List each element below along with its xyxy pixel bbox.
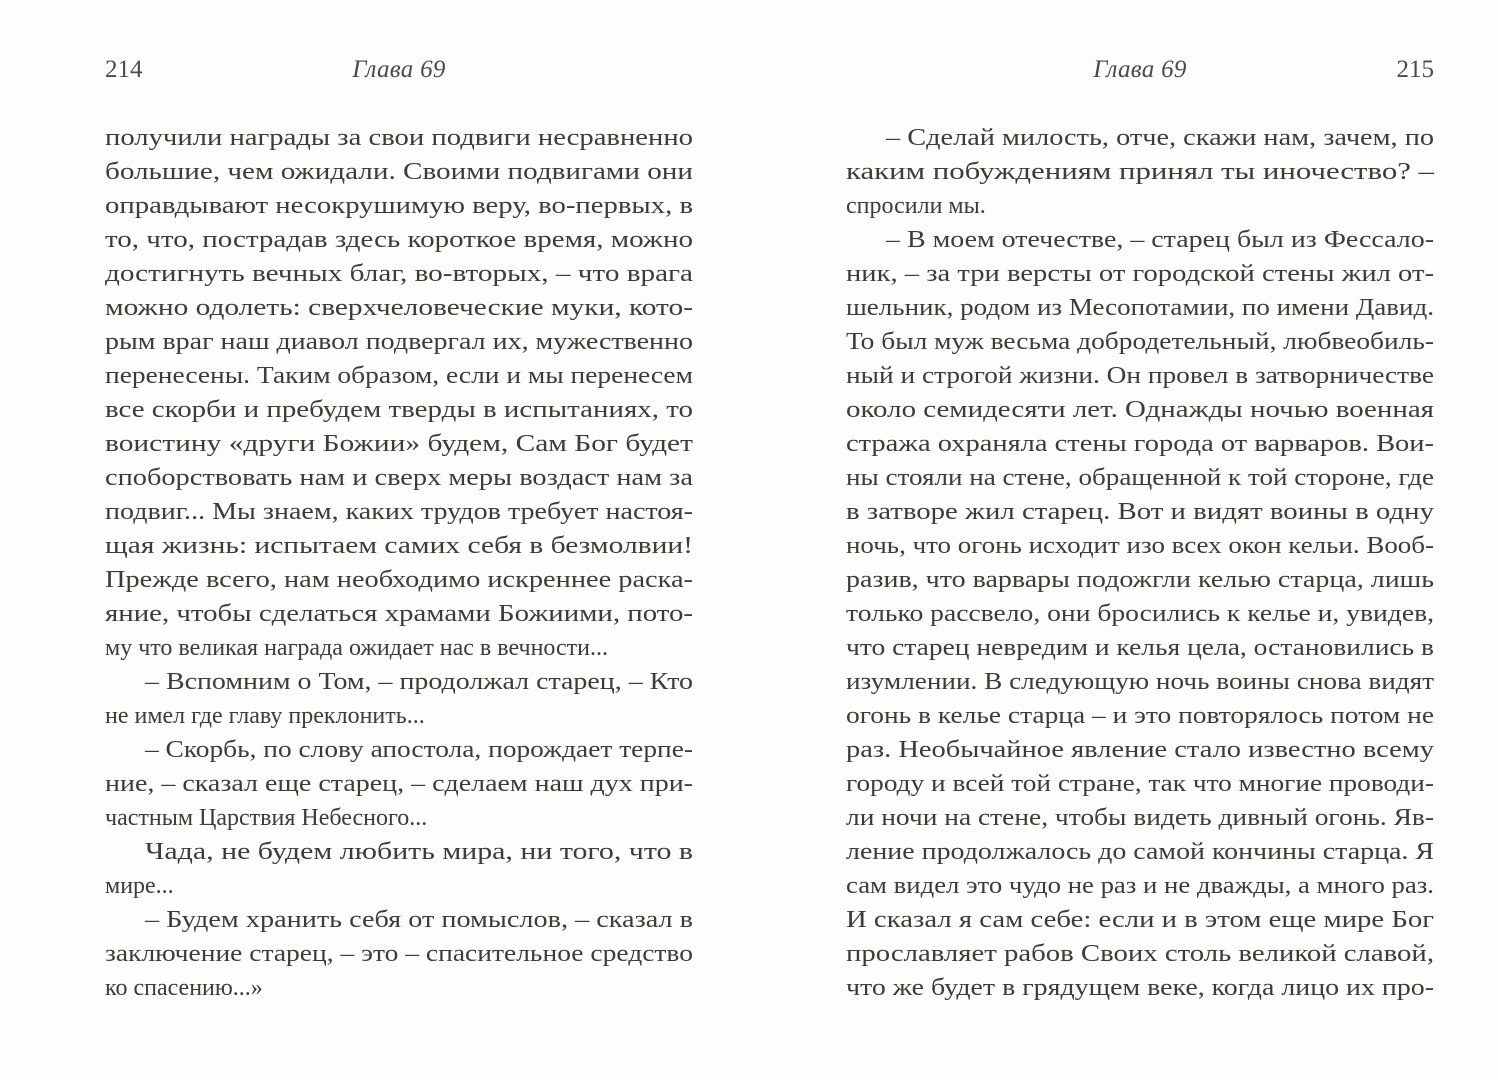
text-line: огонь в келье старца – и это повторялось потом не [846, 703, 1435, 729]
text-line: То был муж весьма добродетельный, любвеобиль- [846, 329, 1434, 355]
text-line: щая жизнь: испытаем самих себя в безмолвии! [105, 533, 694, 559]
text-line: городу и всей той стране, так что многие проводи- [846, 771, 1434, 797]
text-line: му что великая награда ожидает нас в вечности... [105, 635, 608, 661]
text-line: большие, чем ожидали. Своими подвигами они [105, 159, 694, 185]
text-line: получили награды за свои подвиги несравненно [105, 125, 694, 151]
text-line: что же будет в грядущем веке, когда лицо их про- [846, 975, 1435, 1001]
page-left-header [105, 56, 693, 88]
text-line: то, что, пострадав здесь короткое время, можно [105, 227, 693, 253]
text-line: подвиг... Мы знаем, каких трудов требует настоя- [105, 499, 694, 525]
text-line: – Сделай милость, отче, скажи нам, зачем, по [886, 125, 1435, 151]
text-line: рым враг наш диавол подвергал их, мужественно [105, 329, 693, 355]
paragraph [846, 223, 1434, 1005]
text-line: можно одолеть: сверхчеловеческие муки, кото- [105, 295, 693, 321]
paragraph [105, 121, 693, 665]
text-line: – Вспомним о Том, – продолжал старец, – Кто [145, 669, 694, 695]
text-line: не имел где главу преклонить... [105, 703, 425, 729]
text-line: частным Царствия Небесного... [105, 805, 428, 831]
text-line: что старец невредим и келья цела, остановились в [846, 635, 1435, 661]
text-line: спросили мы. [846, 193, 986, 219]
page-right-header [846, 56, 1434, 88]
text-line: ны стояли на стене, обращенной к той стороне, где [846, 465, 1435, 491]
text-line: около семидесяти лет. Однажды ночью военная [846, 397, 1434, 423]
paragraph [846, 121, 1434, 223]
page-left-body [105, 121, 693, 1005]
text-line: споборствовать нам и сверх меры воздаст нам за [105, 465, 693, 491]
text-line: ник, – за три версты от городской стены жил от- [846, 261, 1435, 287]
text-line: только рассвело, они бросились к келье и, увидев, [846, 601, 1435, 627]
text-line: ный и строгой жизни. Он провел в затворничестве [846, 363, 1435, 389]
chapter-title-right: Глава 69 [1093, 56, 1187, 83]
text-line: перенесены. Таким образом, если и мы перенесем [105, 363, 693, 389]
text-line: Чада, не будем любить мира, ни того, что в [145, 839, 694, 865]
chapter-title-left: Глава 69 [352, 56, 446, 83]
text-line: ли ночи на стене, чтобы видеть дивный огонь. Яв- [846, 805, 1435, 831]
text-line: яние, чтобы сделаться храмами Божиими, пото- [105, 601, 693, 627]
text-line: Прежде всего, нам необходимо искреннее раска- [105, 567, 693, 593]
text-line: – Скорбь, по слову апостола, порождает терпе- [145, 737, 693, 763]
text-line: – Будем хранить себя от помыслов, – сказал в [145, 907, 694, 933]
text-line: ние, – сказал еще старец, – сделаем наш дух при- [105, 771, 693, 797]
text-line: раз. Необычайное явление стало известно всему [846, 737, 1435, 763]
text-line: ко спасению...» [105, 975, 263, 1001]
text-line: все скорби и пребудем тверды в испытаниях, то [105, 397, 693, 423]
page-right [749, 0, 1498, 1080]
text-line: – В моем отечестве, – старец был из Фессало- [886, 227, 1435, 253]
paragraph [105, 665, 693, 733]
text-line: прославляет рабов Своих столь великой славой, [846, 941, 1435, 967]
text-line: И сказал я сам себе: если и в этом еще мире Бог [846, 907, 1434, 933]
text-line: мире... [105, 873, 174, 899]
text-line: разив, что варвары подожгли келью старца, лишь [846, 567, 1435, 593]
paragraph [105, 903, 693, 1005]
text-line: ночь, что огонь исходит изо всех окон кельи. Вооб- [846, 533, 1434, 559]
text-line: каким побуждениям принял ты иночество? – [846, 159, 1435, 185]
text-line: стража охраняла стены города от варваров. Вои- [846, 431, 1435, 457]
page-left-column [105, 56, 693, 1005]
text-line: воистину «други Божии» будем, Сам Бог будет [105, 431, 693, 457]
text-line: заключение старец, – это – спасительное средство [105, 941, 693, 967]
page-right-column [846, 56, 1434, 1005]
page-number-left: 214 [105, 56, 143, 83]
text-line: оправдывают несокрушимую веру, во-первых, в [105, 193, 694, 219]
paragraph [105, 835, 693, 903]
text-line: в затворе жил старец. Вот и видят воины в одну [846, 499, 1434, 525]
text-line: ление продолжалось до самой кончины старца. Я [846, 839, 1435, 865]
text-line: изумлении. В следующую ночь воины снова видят [846, 669, 1435, 695]
text-line: шельник, родом из Месопотамии, по имени Давид. [846, 295, 1434, 321]
text-line: сам видел это чудо не раз и не дважды, а много раз. [846, 873, 1434, 899]
page-right-body [846, 121, 1434, 1005]
paragraph [105, 733, 693, 835]
text-line: достигнуть вечных благ, во-вторых, – что врага [105, 261, 693, 287]
page-number-right: 215 [1396, 56, 1434, 83]
